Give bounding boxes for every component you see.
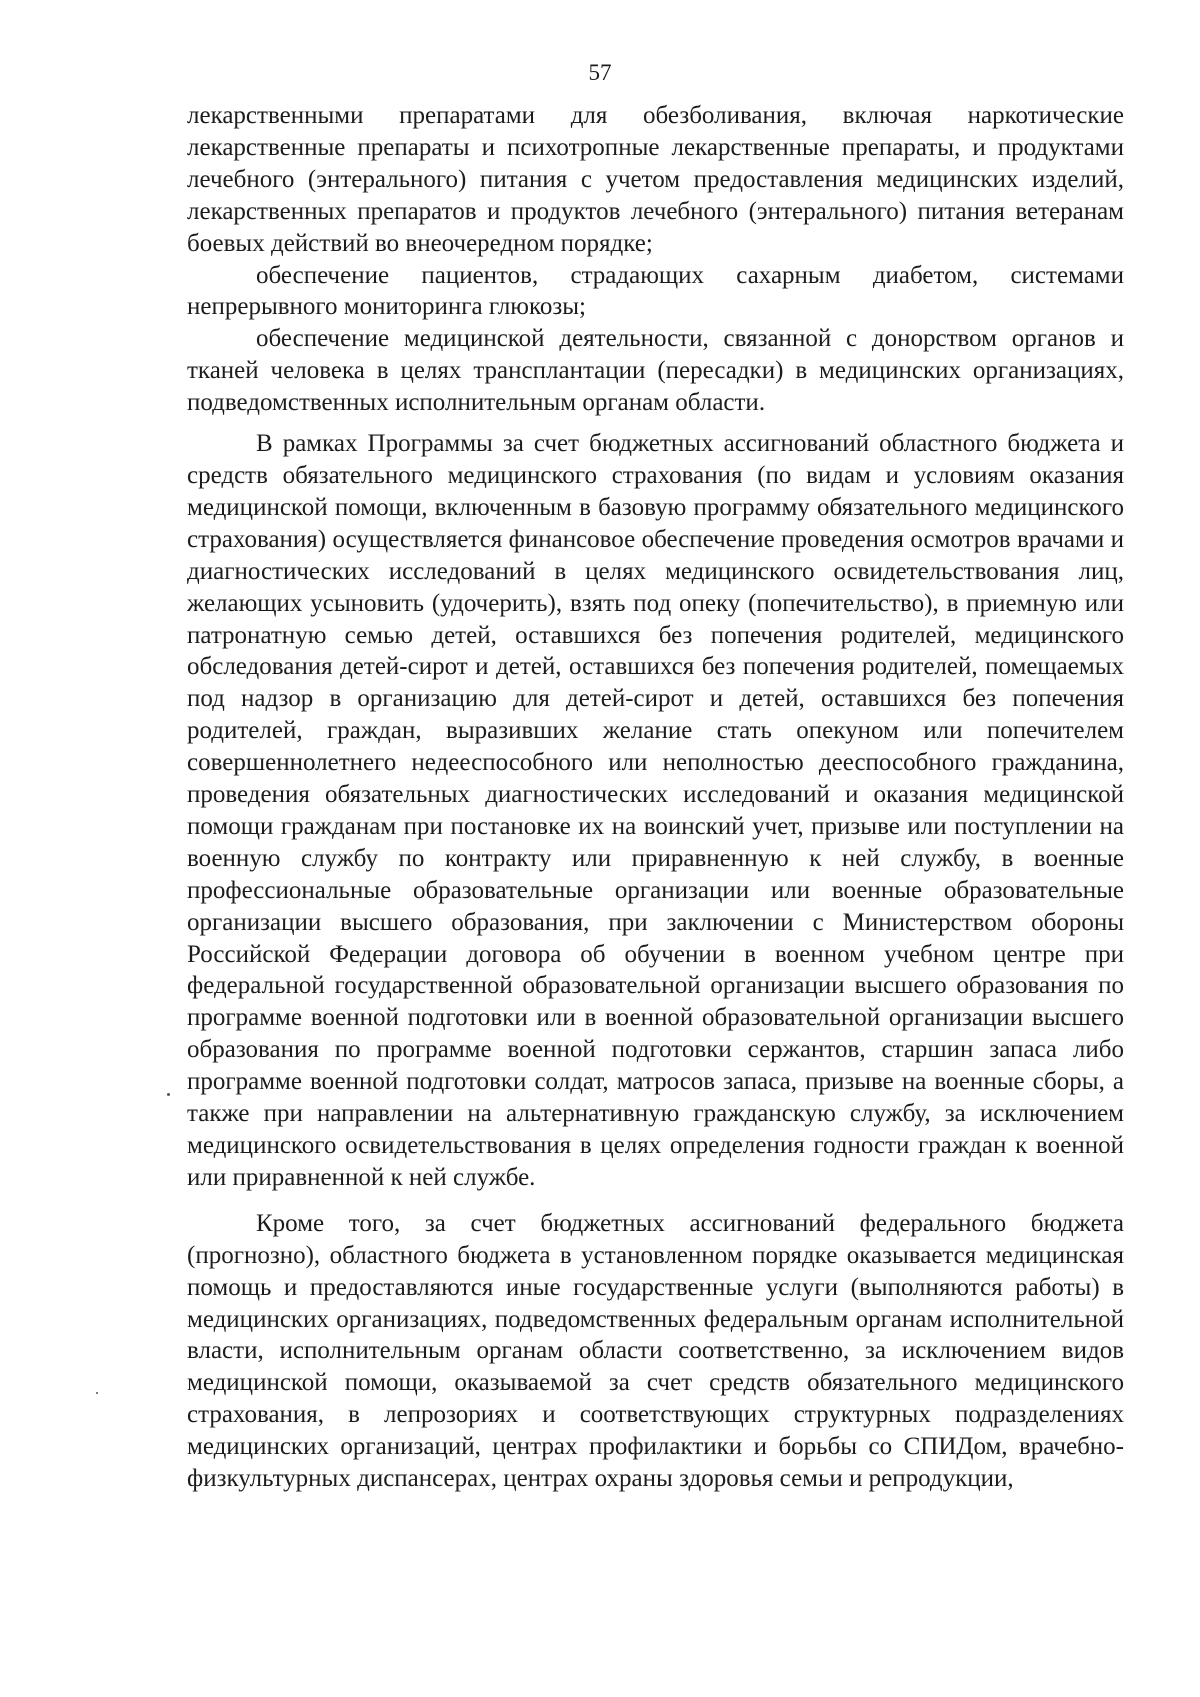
paragraph-2: обеспечение пациентов, страдающих сахарным диабетом, системами непрерывного мониторинга глюкозы; xyxy=(187,261,1124,321)
scan-speck xyxy=(96,1392,98,1394)
paragraph-3: обеспечение медицинской деятельности, связанной с донорством органов и тканей человека в целях трансплантации (пересадки) в медицинских организациях, подведомственных исполнительным органам области. xyxy=(187,325,1124,417)
paragraph-4: В рамках Программы за счет бюджетных ассигнований областного бюджета и средств обязательного медицинского страхования (по видам и условиям оказания медицинской помощи, включенным в базовую программу обязательного медицинского страхования) осуществляется финансовое обеспечение проведения осмотров врачами и диагностических исследований в целях медицинского освидетельствования лиц, желающих усыновить (удочерить), взять под опеку (попечительство), в приемную или патронатную семью детей, оставшихся без попечения родителей, медицинского обследования детей-сирот и детей, оставшихся без попечения родителей, помещаемых под надзор в организацию для детей-сирот и детей, оставшихся без попечения родителей, граждан, выразивших желание стать опекуном или попечителем совершеннолетнего недееспособного или неполностью дееспособного гражданина, проведения обязательных диагностических исследований и оказания медицинской помощи гражданам при постановке их на воинский учет, призыве или поступлении на военную службу по контракту или приравненную к ней службу, в военные профессиональные образовательные организации или военные образовательные организации высшего образования, при заключении с Министерством обороны Российской Федерации договора об обучении в военном учебном центре при федеральной государственной образовательной организации высшего образования по программе военной подготовки или в военной образовательной организации высшего образования по программе военной подготовки сержантов, старшин запаса либо программе военной подготовки солдат, матросов запаса, призыве на военные сборы, а также при направлении на альтернативную гражданскую службу, за исключением медицинского освидетельствования в целях определения годности граждан к военной или приравненной к ней службе. xyxy=(187,430,1124,1191)
document-body xyxy=(187,100,1124,1495)
scan-speck xyxy=(167,1093,170,1096)
page-number: 57 xyxy=(588,60,612,85)
paragraph-5: Кроме того, за счет бюджетных ассигнований федерального бюджета (прогнозно), областного бюджета в установленном порядке оказывается медицинская помощь и предоставляются иные государственные услуги (выполняются работы) в медицинских организациях, подведомственных федеральным органам исполнительной власти, исполнительным органам области соответственно, за исключением видов медицинской помощи, оказываемой за счет средств обязательного медицинского страхования, в лепрозориях и соответствующих структурных подразделениях медицинских организаций, центрах профилактики и борьбы со СПИДом, врачебно-физкультурных диспансерах, центрах охраны здоровья семьи и репродукции, xyxy=(187,1209,1124,1493)
paragraph-1: лекарственными препаратами для обезболивания, включая наркотические лекарственные препараты и психотропные лекарственные препараты, и продуктами лечебного (энтерального) питания с учетом предоставления медицинских изделий, лекарственных препаратов и продуктов лечебного (энтерального) питания ветеранам боевых действий во внеочередном порядке; xyxy=(187,102,1124,257)
